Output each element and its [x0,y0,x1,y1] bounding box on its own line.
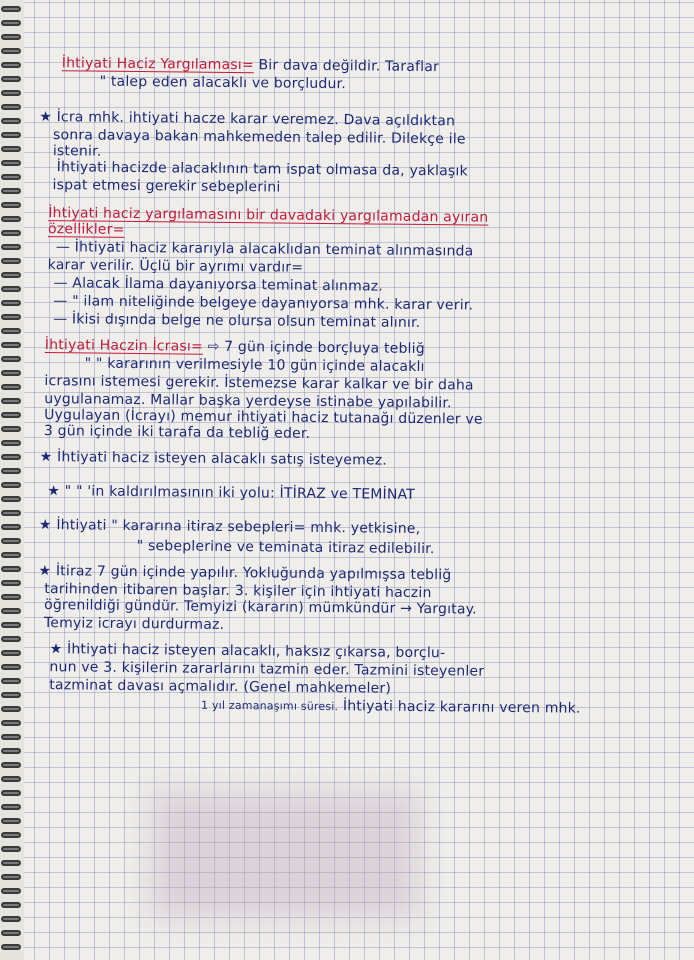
note-line-footnote [201,696,581,719]
spiral-ring [1,692,21,698]
spiral-ring [1,734,21,740]
note-line: ★ İhtiyati haciz isteyen alacaklı satış isteyemez. [39,448,388,469]
note-line: ★ İtiraz 7 gün içinde yapılır. Yokluğunda yapılmışsa tebliğ [38,562,452,584]
heading-ihtiyati-haciz-yargilamasi: İhtiyati Haciz Yargılaması= Bir dava değildir. Taraflar [61,55,440,76]
note-line: ★ İhtiyati " kararına itiraz sebepleri= mhk. yetkisine, [38,516,421,537]
spiral-ring [1,846,21,852]
spiral-ring [1,146,21,152]
spiral-ring [1,356,21,362]
note-line: " " kararının verilmesiyle 10 gün içinde alacaklı [84,355,425,376]
spiral-ring [1,860,21,866]
spiral-ring [1,874,21,880]
note-line: ★ İcra mhk. ihtiyati hacze karar veremez. Dava açıldıktan [39,108,456,130]
spiral-binding [0,0,24,960]
note-line: ★ İhtiyati haciz isteyen alacaklı, haksız çıkarsa, borçlu- [49,641,446,662]
spiral-ring [1,104,21,110]
heading-ihtiyati-haczin-icrasi: İhtiyati Haczin İcrası= ⇨ 7 gün içinde borçluya tebliğ [44,337,425,358]
note-line: sonra davaya bakan mahkemeden talep edilir. Dilekçe ile [52,127,466,148]
note-line: karar verilir. Üçlü bir ayrımı vardır= [47,257,304,276]
spiral-ring [1,160,21,166]
note-line: — " ilam niteliğinde belgeye dayanıyorsa mhk. karar verir. [53,293,474,314]
spiral-ring [1,804,21,810]
spiral-ring [1,538,21,544]
spiral-ring [1,580,21,586]
spiral-ring [1,132,21,138]
spiral-ring [1,762,21,768]
note-line: " sebeplerine ve teminata itiraz edilebilir. [136,538,435,558]
heading-ozellikler: özellikler= [47,221,125,238]
spiral-ring [1,622,21,628]
spiral-ring [1,314,21,320]
note-line: Uygulayan (İcrayı) memur ihtiyati haciz tutanağı düzenler ve [44,407,483,428]
spiral-ring [1,412,21,418]
note-line: icrasını istemesi gerekir. İstemezse karar kalkar ve bir daha [44,373,474,394]
spiral-ring [1,118,21,124]
spiral-ring [1,272,21,278]
note-line: tarihinden itibaren başlar. 3. kişiler için ihtiyati haczin [44,581,432,602]
spiral-ring [1,678,21,684]
spiral-ring [1,90,21,96]
note-line: — İhtiyati haciz kararıyla alacaklıdan teminat alınmasında [55,239,474,260]
spiral-ring [1,286,21,292]
spiral-ring [1,6,21,12]
spiral-ring [1,902,21,908]
spiral-ring [1,510,21,516]
note-line: uygulanamaz. Mallar başka yerdeyse istinabe yapılabilir. [44,391,452,412]
spiral-ring [1,426,21,432]
spiral-ring [1,244,21,250]
spiral-ring [1,468,21,474]
spiral-ring [1,482,21,488]
note-line: İhtiyati hacizde alacaklının tam ispat olmasa da, yaklaşık [56,159,468,180]
handwritten-notes [38,44,682,717]
zamanasimi-note: 1 yıl zamanaşımı süresi. [201,698,339,714]
spiral-ring [1,300,21,306]
spiral-ring [1,216,21,222]
spiral-ring [1,552,21,558]
spiral-ring [1,818,21,824]
note-line: tazminat davası açmalıdır. (Genel mahkemeler) [49,677,392,697]
spiral-ring [1,930,21,936]
spiral-ring [1,748,21,754]
spiral-ring [1,188,21,194]
spiral-ring [1,454,21,460]
spiral-ring [1,664,21,670]
note-line: istenir. [52,143,102,160]
spiral-ring [1,916,21,922]
note-line: Temyiz icrayı durdurmaz. [43,615,225,633]
spiral-ring [1,776,21,782]
note-line: öğrenildiği gündür. Temyizi (kararın) mümkündür → Yargıtay. [44,597,477,618]
spiral-ring [1,832,21,838]
spiral-ring [1,258,21,264]
spiral-ring [1,566,21,572]
spiral-ring [1,370,21,376]
spiral-ring [1,790,21,796]
spiral-ring [1,174,21,180]
spiral-ring [1,496,21,502]
note-line: ispat etmesi gerekir sebeplerini [52,177,281,196]
spiral-ring [1,440,21,446]
spiral-ring [1,230,21,236]
spiral-ring [1,888,21,894]
spiral-ring [1,34,21,40]
spiral-ring [1,524,21,530]
spiral-ring [1,202,21,208]
spiral-ring [1,328,21,334]
page-stain [150,790,420,920]
spiral-ring [1,706,21,712]
spiral-ring [1,62,21,68]
spiral-ring [1,384,21,390]
footnote-rest: İhtiyati haciz kararını veren mhk. [342,698,581,717]
heading-1-rest: Bir dava değildir. Taraflar [258,57,440,76]
spiral-ring [1,342,21,348]
spiral-ring [1,20,21,26]
note-line: nun ve 3. kişilerin zararlarını tazmin eder. Tazmini isteyenler [49,659,485,680]
note-line: ★ " " 'in kaldırılmasının iki yolu: İTİRAZ ve TEMİNAT [47,483,416,503]
spiral-ring [1,594,21,600]
spiral-ring [1,650,21,656]
note-line: 3 gün içinde iki tarafa da tebliğ eder. [43,423,311,442]
note-line: — İkisi dışında belge ne olursa olsun teminat alınır. [53,311,421,331]
note-line: " talep eden alacaklı ve borçludur. [99,73,346,93]
note-line: — Alacak İlama dayanıyorsa teminat alınmaz. [53,275,384,295]
spiral-ring [1,398,21,404]
spiral-ring [1,636,21,642]
heading-3-rest: ⇨ 7 gün içinde borçluya tebliğ [207,338,425,358]
heading-ayiran-ozellikler: İhtiyati haciz yargılamasını bir davadaki yargılamadan ayıran [48,205,489,226]
spiral-ring [1,76,21,82]
spiral-ring [1,944,21,950]
spiral-ring [1,608,21,614]
spiral-ring [1,720,21,726]
spiral-ring [1,48,21,54]
